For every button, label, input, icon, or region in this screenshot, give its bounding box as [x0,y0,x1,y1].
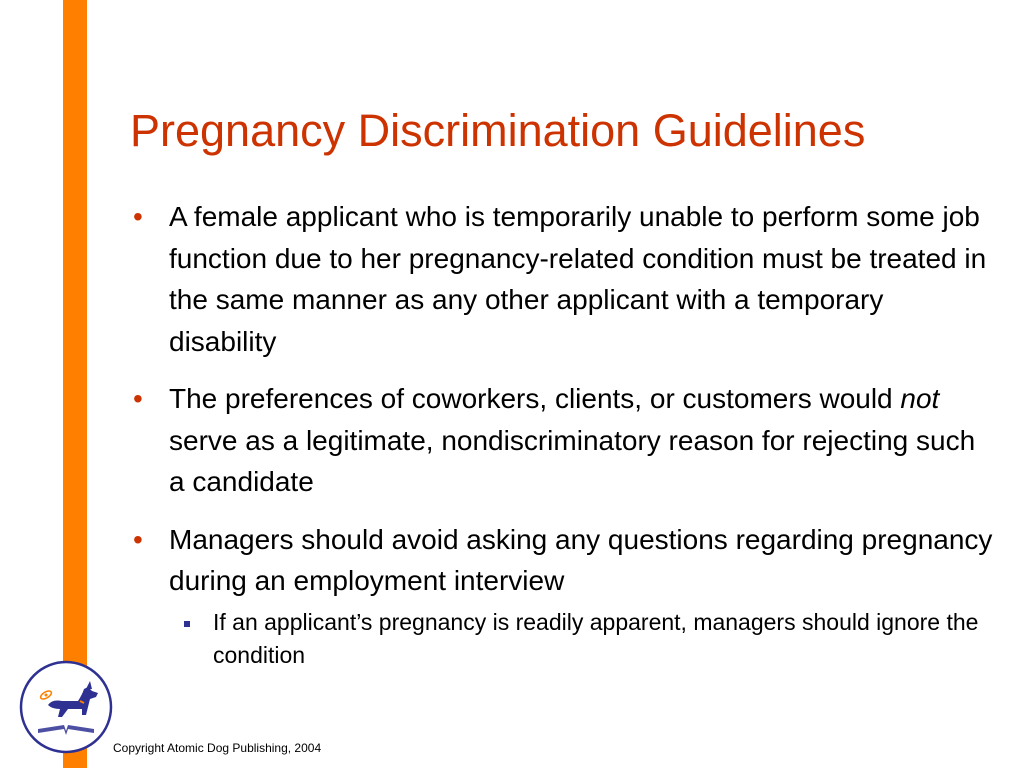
bullet-item [133,378,993,503]
bullet-text-after: serve as a legitimate, nondiscriminatory reason for rejecting such a candidate [169,424,976,497]
sub-bullet-marker [184,621,190,627]
bullet-item [133,519,993,602]
copyright-text: Copyright Atomic Dog Publishing, 2004 [113,741,322,755]
bullet-item [133,196,993,362]
bullet-text-emphasis: not [900,383,940,414]
bullet-marker: • [133,383,143,414]
bullet-marker: • [133,201,143,232]
atomic-dog-logo-icon [18,659,114,755]
accent-bar [63,0,87,768]
bullet-text: Managers should avoid asking any questions regarding pregnancy during an employment interview [169,523,993,596]
bullet-list [133,196,993,672]
sub-bullet-item [133,606,993,672]
bullet-marker: • [133,523,143,555]
bullet-text: A female applicant who is temporarily unable to perform some job function due to her pregnancy-related condition must be treated in the same manner as any other applicant with a temporary disability [169,201,987,357]
slide-title: Pregnancy Discrimination Guidelines [130,105,866,156]
sub-bullet-text: If an applicant’s pregnancy is readily apparent, managers should ignore the condition [213,608,979,668]
atom-core-icon [45,694,48,697]
bullet-text-before: The preferences of coworkers, clients, or customers would [169,383,901,414]
